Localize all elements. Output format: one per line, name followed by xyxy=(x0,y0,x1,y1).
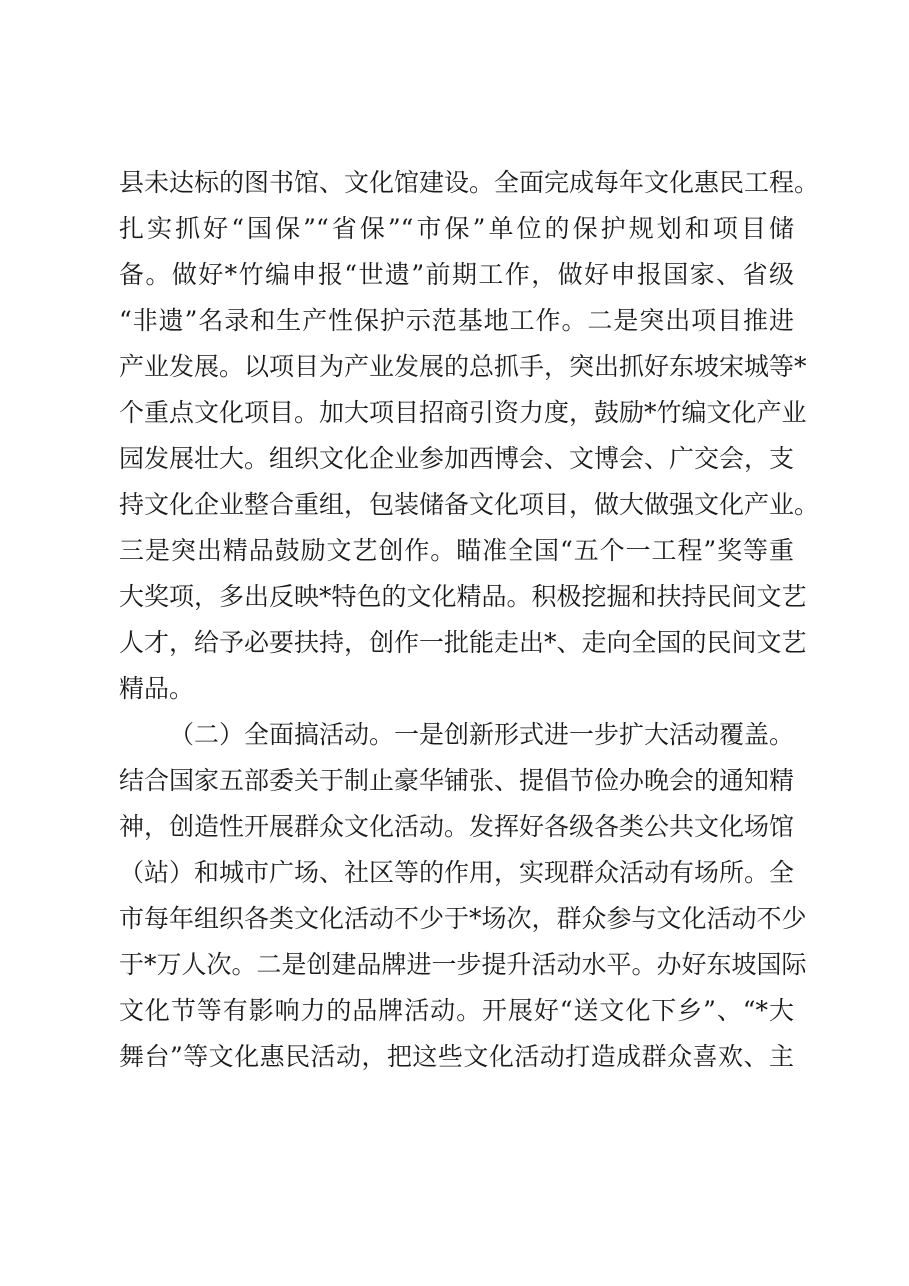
text-line: 舞台”等文化惠民活动，把这些文化活动打造成群众喜欢、主 xyxy=(119,1042,794,1071)
text-line: 结合国家五部委关于制止豪华铺张、提倡节俭办晚会的通知精 xyxy=(119,766,795,795)
text-line: 园发展壮大。组织文化企业参加西博会、文博会、广交会，支 xyxy=(119,444,795,473)
text-line: 持文化企业整合重组，包装储备文化项目，做大做强文化产业。 xyxy=(119,490,820,519)
text-line: 备。做好*竹编申报“世遗”前期工作，做好申报国家、省级 xyxy=(119,260,794,289)
text-line: 精品。 xyxy=(119,674,195,703)
text-line: “非遗”名录和生产性保护示范基地工作。二是突出项目推进 xyxy=(119,306,794,335)
text-line: 个重点文化项目。加大项目招商引资力度，鼓励*竹编文化产业 xyxy=(119,398,807,427)
text-line: 于*万人次。二是创建品牌进一步提升活动水平。办好东坡国际 xyxy=(119,950,807,979)
text-line: 大奖项，多出反映*特色的文化精品。积极挖掘和扶持民间文艺 xyxy=(119,582,807,611)
text-line: 扎实抓好“国保”“省保”“市保”单位的保护规划和项目储 xyxy=(119,214,794,243)
text-line: 县未达标的图书馆、文化馆建设。全面完成每年文化惠民工程。 xyxy=(119,168,820,197)
text-line: 三是突出精品鼓励文艺创作。瞄准全国“五个一工程”奖等重 xyxy=(119,536,794,565)
section-heading-line: （二）全面搞活动。一是创新形式进一步扩大活动覆盖。 xyxy=(169,720,795,749)
text-line: （站）和城市广场、社区等的作用，实现群众活动有场所。全 xyxy=(119,858,795,887)
text-line: 市每年组织各类文化活动不少于*场次，群众参与文化活动不少 xyxy=(119,904,807,933)
text-line: 文化节等有影响力的品牌活动。开展好“送文化下乡”、“*大 xyxy=(119,996,794,1025)
text-line: 产业发展。以项目为产业发展的总抓手，突出抓好东坡宋城等* xyxy=(119,352,807,381)
text-line: 神，创造性开展群众文化活动。发挥好各级各类公共文化场馆 xyxy=(119,812,795,841)
text-line: 人才，给予必要扶持，创作一批能走出*、走向全国的民间文艺 xyxy=(119,628,807,657)
